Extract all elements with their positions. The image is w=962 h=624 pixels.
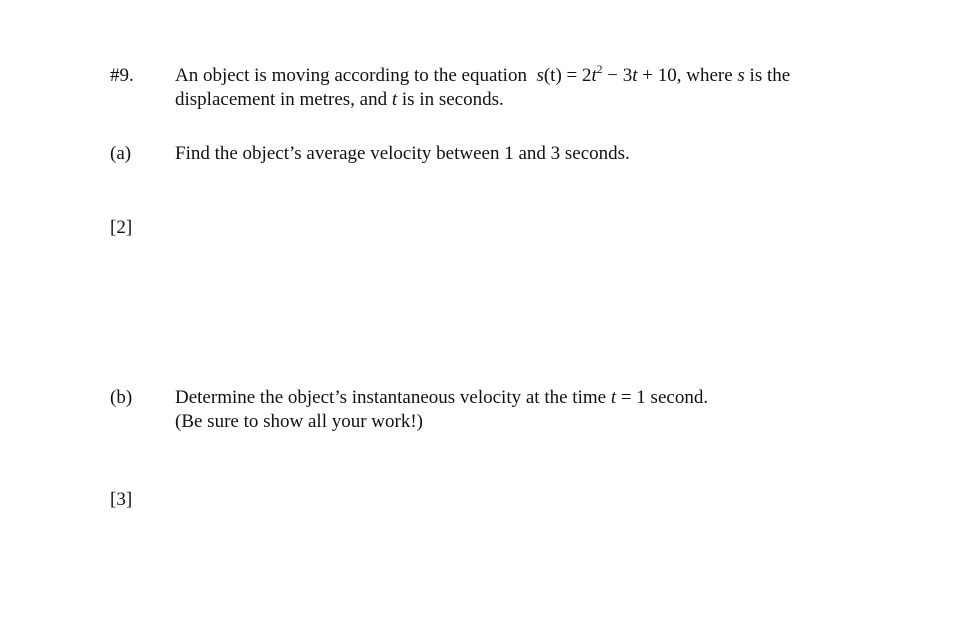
part-b-text — [175, 386, 915, 434]
part-a-text: Find the object’s average velocity between 1 and 3 seconds. — [175, 143, 630, 164]
question-number: #9. — [110, 65, 134, 86]
equation: $s(t) = 2t^2 - 3t + 10$ — [536, 64, 677, 86]
stem-intro: An object is moving according to the equation — [175, 65, 527, 86]
stem-line-1: An object is moving according to the equation $s(t) = 2t^2 - 3t + 10$, where s is the — [175, 64, 791, 86]
part-b-label: (b) — [110, 387, 133, 408]
part-b-line-1: Determine the object’s instantaneous velocity at the time t = 1 second. — [175, 387, 709, 408]
var-t: t — [391, 88, 398, 110]
var-t-b: t — [610, 387, 617, 408]
question-stem — [175, 64, 915, 112]
part-a-marks: [2] — [110, 217, 133, 238]
part-a-label: (a) — [110, 143, 132, 164]
part-b-line-2: (Be sure to show all your work!) — [175, 410, 424, 432]
var-s: s — [737, 65, 745, 86]
stem-line-2: displacement in metres, and t is in seconds. — [175, 88, 504, 110]
part-b-marks: [3] — [110, 489, 133, 510]
